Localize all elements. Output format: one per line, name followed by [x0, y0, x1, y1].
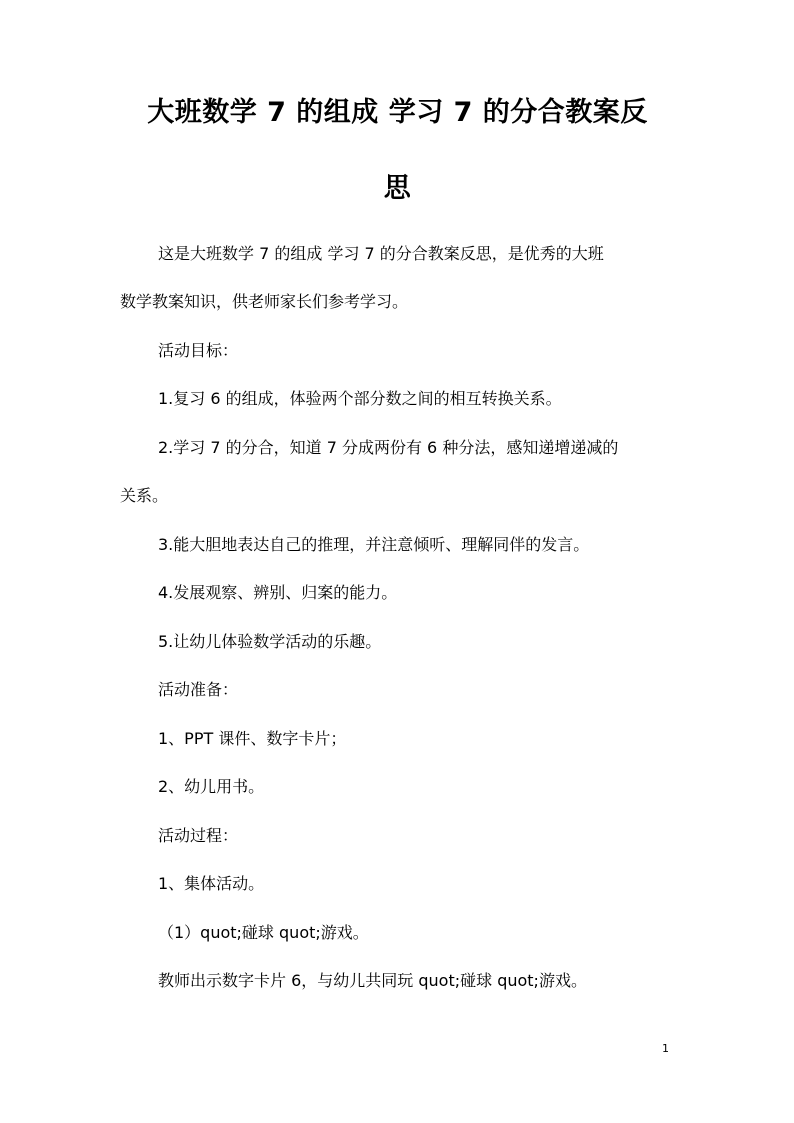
goal-1: 1.复习 6 的组成，体验两个部分数之间的相互转换关系。: [158, 389, 562, 408]
goal-5: 5.让幼儿体验数学活动的乐趣。: [158, 632, 382, 651]
process-item-1-subheading: （1）quot;碰球 quot;游戏。: [158, 923, 369, 942]
process-item-1: 1、集体活动。: [158, 874, 265, 893]
prep-item-2: 2、幼儿用书。: [158, 777, 265, 796]
intro-line-1: 这是大班数学 7 的组成 学习 7 的分合教案反思，是优秀的大班: [158, 244, 604, 263]
goal-3: 3.能大胆地表达自己的推理，并注意倾听、理解同伴的发言。: [158, 535, 590, 554]
goal-2-line-1: 2.学习 7 的分合，知道 7 分成两份有 6 种分法，感知递增递减的: [158, 438, 619, 457]
goals-heading: 活动目标：: [158, 341, 239, 360]
document-title-line-1: 大班数学 7 的组成 学习 7 的分合教案反: [147, 97, 648, 128]
goal-4: 4.发展观察、辨别、归案的能力。: [158, 583, 398, 602]
intro-line-2: 数学教案知识，供老师家长们参考学习。: [120, 292, 409, 311]
goal-2-line-2: 关系。: [120, 486, 169, 505]
process-heading: 活动过程：: [158, 826, 239, 845]
prep-heading: 活动准备：: [158, 680, 239, 699]
prep-item-1: 1、PPT 课件、数字卡片；: [158, 729, 347, 748]
page-number: 1: [662, 1042, 669, 1055]
document-title-line-2: 思: [383, 173, 412, 204]
process-item-1-text: 教师出示数字卡片 6，与幼儿共同玩 quot;碰球 quot;游戏。: [158, 971, 587, 990]
